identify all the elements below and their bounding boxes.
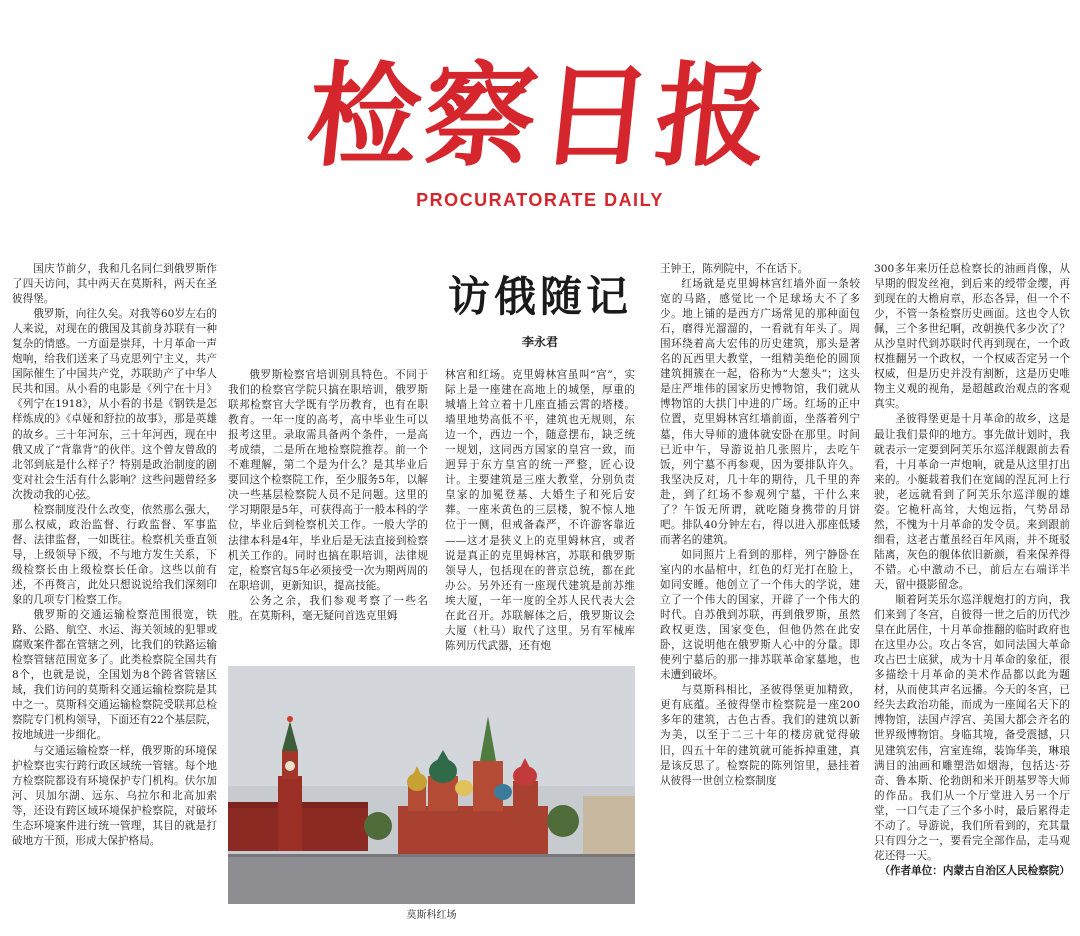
article-column-5 [874, 262, 1070, 926]
masthead [0, 0, 1080, 245]
paragraph: 与交通运输检察一样，俄罗斯的环境保护检察也实行跨行政区域统一管辖。每个地方检察院都设有环境保护专门机构。伏尔加河、贝加尔湖、远东、乌拉尔和北高加索等，还设有跨区域环境保护检察院，对破坏生态环境案件进行统一管理，其目的就是打破地方干预，形成大保护格局。 [12, 744, 217, 847]
paragraph: 林宫和红场。克里姆林宫虽叫“宫”，实际上是一座建在高地上的城堡，厚重的城墙上耸立着十几座直插云霄的塔楼。墙里地势高低不平，建筑也无规则，东边一个，西边一个，随意摆布，缺乏统一规划，这同西方国家的皇宫一致，而迥异于东方皇宫的统一严整，匠心设计。主要建筑是三座大教堂，分别负责皇家的加冕登基、大婚生子和死后安葬。一座米黄色的三层楼，貌不惊人地位于一侧，但戒备森严，不许游客靠近——这才是狭义上的克里姆林宫，或者说是真正的克里姆林宫，苏联和俄罗斯领导人，包括现在的普京总统，都在此办公。另外还有一座现代建筑是前苏维埃大厦，一年一度的全苏人民代表大会在此召开。苏联解体之后，俄罗斯议会大厦（杜马）取代了这里。另有军械库陈列历代武器，还有炮 [445, 369, 635, 652]
paragraph: 如同照片上看到的那样，列宁静卧在室内的水晶棺中，红色的灯光打在脸上，如同安睡。他创立了一个伟大的学说，建立了一个伟大的国家，开辟了一个伟大的时代。自苏俄到苏联，再到俄罗斯，虽然政权更迭，国家变色，但他仍然在此安卧，这说明他在俄罗斯人心中的分量。即使列宁墓后的那一排苏联革命家墓地，也未遭到破坏。 [660, 548, 860, 682]
article-column-3 [445, 368, 635, 660]
paragraph: 俄罗斯检察官培训别具特色。不同于我们的检察官学院只搞在职培训，俄罗斯联邦检察官大学既有学历教育，也有在职教育。一年一度的高考，高中毕业生可以报考这里。录取需具备两个条件，一是高考成绩，二是所在地检察院推荐。前一个不难理解，第二个是为什么？是其毕业后要回这个检察院工作，至少服务5年，以解决一些基层检察院人员不足问题。这里的学习期限是5年，可获得高于一般本科的学位，毕业后到检察机关工作。一般大学的法律本科是4年，毕业后是无法直接到检察机关工作的。同时也搞在职培训，法律规定，检察官每5年必须接受一次为期两周的在职培训，更新知识，提高技能。 [228, 369, 428, 592]
author-byline: 李永君 [521, 335, 558, 349]
paragraph: 俄罗斯的交通运输检察范围很宽，铁路、公路、航空、水运、海关领域的犯罪或腐败案件都在管辖之列，比我们的铁路运输检察管辖范围宽多了。此类检察院全国共有8个，也就是说，全国划为8个跨省管辖区域，我们访问的莫斯科交通运输检察院是其中之一。莫斯科交通运输检察院受联邦总检察院专门机构领导，下面还有22个基层院，按地域进一步细化。 [12, 609, 217, 742]
paragraph: 顺着阿芙乐尔巡洋舰炮打的方向，我们来到了冬宫，自彼得一世之后的历代沙皇在此居住，十月革命推翻的临时政府也在这里办公。攻占冬宫，如同法国大革命攻占巴士底狱，成为十月革命的象征，很多描绘十月革命的美术作品都以此为题材，从而使其声名远播。今天的冬宫，已经失去政治功能，而成为一座闻名天下的博物馆，法国卢浮宫、美国大都会齐名的世界级博物馆。身临其境，备受震撼，只见建筑宏伟，宫室连绵，装饰华美，琳琅满目的油画和雕塑浩如烟海，包括达·芬奇、鲁本斯、伦勃朗和米开朗基罗等大师的作品。我们从一个厅堂进入另一个厅堂，一口气走了三个多小时，最后累得走不动了。导游说，我们所看到的，充其量只有四分之一，要看完全部作品，走马观花还得一天。 [874, 594, 1070, 862]
red-square-photo [228, 666, 635, 904]
article-column-2 [228, 368, 428, 660]
article-column-4 [660, 262, 860, 926]
paragraph: 300多年来历任总检察长的油画肖像，从早期的假发丝袍，到后来的绶带金缨，再到现在的大檐肩章，形态各异，但一个不少，不管一条检察历史画面。这也令人钦佩，三个多世纪啊，改朝换代多少次了？从沙皇时代到苏联时代再到现在，一个政权推翻另一个政权，一个权威否定另一个权威，但是历史并没有割断，这是历史唯物主义观的视角，是超越政治观点的客观真实。 [874, 263, 1070, 411]
red-square-illustration [228, 666, 635, 904]
paragraph: 圣彼得堡更是十月革命的故乡，这是最让我们景仰的地方。事先做计划时，我就表示一定要到阿芙乐尔巡洋舰跟前去看看，十月革命一声炮响，就是从这里打出来的。小艇载着我们在宽阔的涅瓦河上行驶，老远就看到了阿芙乐尔巡洋舰的雄姿。它桅杆高耸，大炮远指，气势昂昂然，不愧为十月革命的发令员。来到跟前细看，这老古董虽经百年风雨，并不斑驳陆离，灰色的舰体依旧新颜，看来保养得不错。心中激动不已，前后左右端详半天，留中摄影留念。 [874, 413, 1070, 591]
paragraph: 红场就是克里姆林宫红墙外面一条较宽的马路，感觉比一个足球场大不了多少。地上铺的是西方广场常见的那种面包石，磨得光溜溜的，一看就有年头了。周围环绕着高大宏伟的历史建筑，那头是著名的瓦西里大教堂，一组精美绝伦的圆顶建筑拥簇在一起，俗称为“大葱头”；这头是庄严堆伟的国家历史博物馆，我们就从博物馆的大拱门中进的广场。红场的正中位置，克里姆林宫红墙前面，坐落着列宁墓，伟大导师的遗体就安卧在那里。时间已近中午，导游说拍几张照片，去吃午饭，列宁墓不再参观，因为要排队许久。我坚决反对，几十年的期待，几千里的奔赴，到了红场不参观列宁墓，干什么来了？午饭无所谓，就吃随身携带的月饼吧。排队40分钟左右，得以进入那座低矮而著名的建筑。 [660, 278, 860, 546]
paragraph: 检察制度没什么改变，依然那么强大，那么权威，政治监督、行政监督、军事监督、法律监督，一如既往。检察机关垂直领导，上级领导下级，不与地方发生关系，下级检察长由上级检察长任命。这些以前有述，不再赘言，此处只想说说给我们深刻印象的几项专门检察工作。 [12, 503, 217, 607]
author-affiliation: （作者单位：内蒙古自治区人民检察院） [879, 864, 1070, 877]
article-column-1 [12, 262, 217, 926]
newspaper-subtitle: PROCURATORATE DAILY [416, 190, 664, 210]
paragraph: 俄罗斯，向往久矣。对我等60岁左右的人来说，对现在的俄国及其前身苏联有一种复杂的情感。一方面是崇拜，十月革命一声炮响，给我们送来了马克思列宁主义，共产国际催生了中国共产党，苏联助产了中华人民共和国。从小看的电影是《列宁在十月》《列宁在1918》，从小看的书是《钢铁是怎样炼成的》《卓娅和舒拉的故事》，那是英雄的故乡。三十年河东，三十年河西，现在中俄又成了“背靠背”的伙伴。这个曾友曾敌的北邻到底是什么样子？特别是政治制度的剧变对社会生活有什么影响？这些问题曾经多次拨动我的心弦。 [12, 308, 217, 501]
paragraph: 与莫斯科相比，圣彼得堡更加精致，更有底蕴。圣彼得堡市检察院是一座200多年的建筑，古色古香。我们的建筑以新为美，以至于二三十年的楼房就觉得破旧，四五十年的建筑就可能拆掉重建，真是该反思了。检察院的陈列馆里，悬挂着从彼得一世创立检察制度 [660, 684, 860, 787]
paragraph: 王钟王，陈列院中，不在话下。 [660, 263, 809, 275]
paragraph: 国庆节前夕，我和几名同仁到俄罗斯作了四天访问，其中两天在莫斯科，两天在圣彼得堡。 [12, 263, 217, 306]
article-title: 访俄随记 [447, 272, 632, 321]
newspaper-logo: 检察日报 [301, 51, 779, 182]
photo-caption: 莫斯科红场 [406, 910, 457, 921]
paragraph: 公务之余，我们参观考察了一些名胜。在莫斯科，毫无疑问首选克里姆 [228, 594, 428, 622]
